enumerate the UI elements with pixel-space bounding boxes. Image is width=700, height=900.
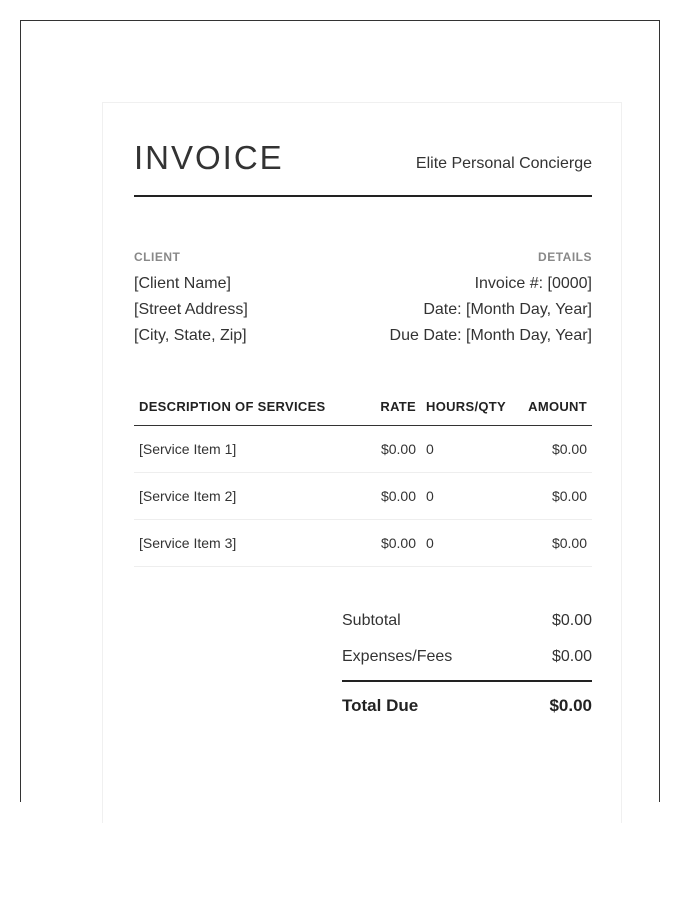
subtotal-label: Subtotal	[342, 612, 401, 629]
header-hours: HOURS/QTY	[421, 388, 519, 426]
table-header-row	[134, 388, 592, 426]
client-info	[134, 274, 248, 352]
header-rate: RATE	[349, 388, 421, 426]
client-name: [Client Name]	[134, 275, 231, 292]
service-rate: $0.00	[349, 426, 421, 473]
header-description: DESCRIPTION OF SERVICES	[134, 388, 349, 426]
invoice-header	[134, 139, 592, 197]
invoice-title: INVOICE	[134, 139, 284, 176]
document-viewer-frame	[20, 20, 660, 802]
fees-row	[342, 639, 592, 675]
service-description: [Service Item 2]	[134, 473, 349, 520]
fees-label: Expenses/Fees	[342, 648, 453, 665]
service-hours: 0	[421, 520, 519, 567]
services-table	[134, 388, 592, 567]
header-amount: AMOUNT	[519, 388, 592, 426]
invoice-due-date: Due Date: [Month Day, Year]	[389, 327, 592, 344]
table-row	[134, 473, 592, 520]
client-street: [Street Address]	[134, 301, 248, 318]
invoice-number: Invoice #: [0000]	[474, 275, 592, 292]
service-amount: $0.00	[519, 520, 592, 567]
company-name: Elite Personal Concierge	[415, 155, 592, 172]
service-amount: $0.00	[519, 473, 592, 520]
table-row	[134, 520, 592, 567]
details-label: DETAILS	[538, 250, 592, 264]
total-due-row	[342, 682, 592, 730]
subtotal-value: $0.00	[551, 612, 592, 629]
totals-section	[342, 603, 592, 730]
service-description: [Service Item 1]	[134, 426, 349, 473]
service-rate: $0.00	[349, 473, 421, 520]
client-label: CLIENT	[134, 250, 181, 264]
service-description: [Service Item 3]	[134, 520, 349, 567]
client-city: [City, State, Zip]	[134, 327, 247, 344]
invoice-page	[102, 102, 622, 823]
service-hours: 0	[421, 426, 519, 473]
invoice-date: Date: [Month Day, Year]	[423, 301, 592, 318]
service-rate: $0.00	[349, 520, 421, 567]
total-due-value: $0.00	[549, 696, 592, 715]
fees-value: $0.00	[551, 648, 592, 665]
table-row	[134, 426, 592, 473]
subtotal-row	[342, 603, 592, 639]
invoice-details	[390, 274, 592, 352]
total-due-label: Total Due	[342, 696, 419, 715]
service-hours: 0	[421, 473, 519, 520]
service-amount: $0.00	[519, 426, 592, 473]
